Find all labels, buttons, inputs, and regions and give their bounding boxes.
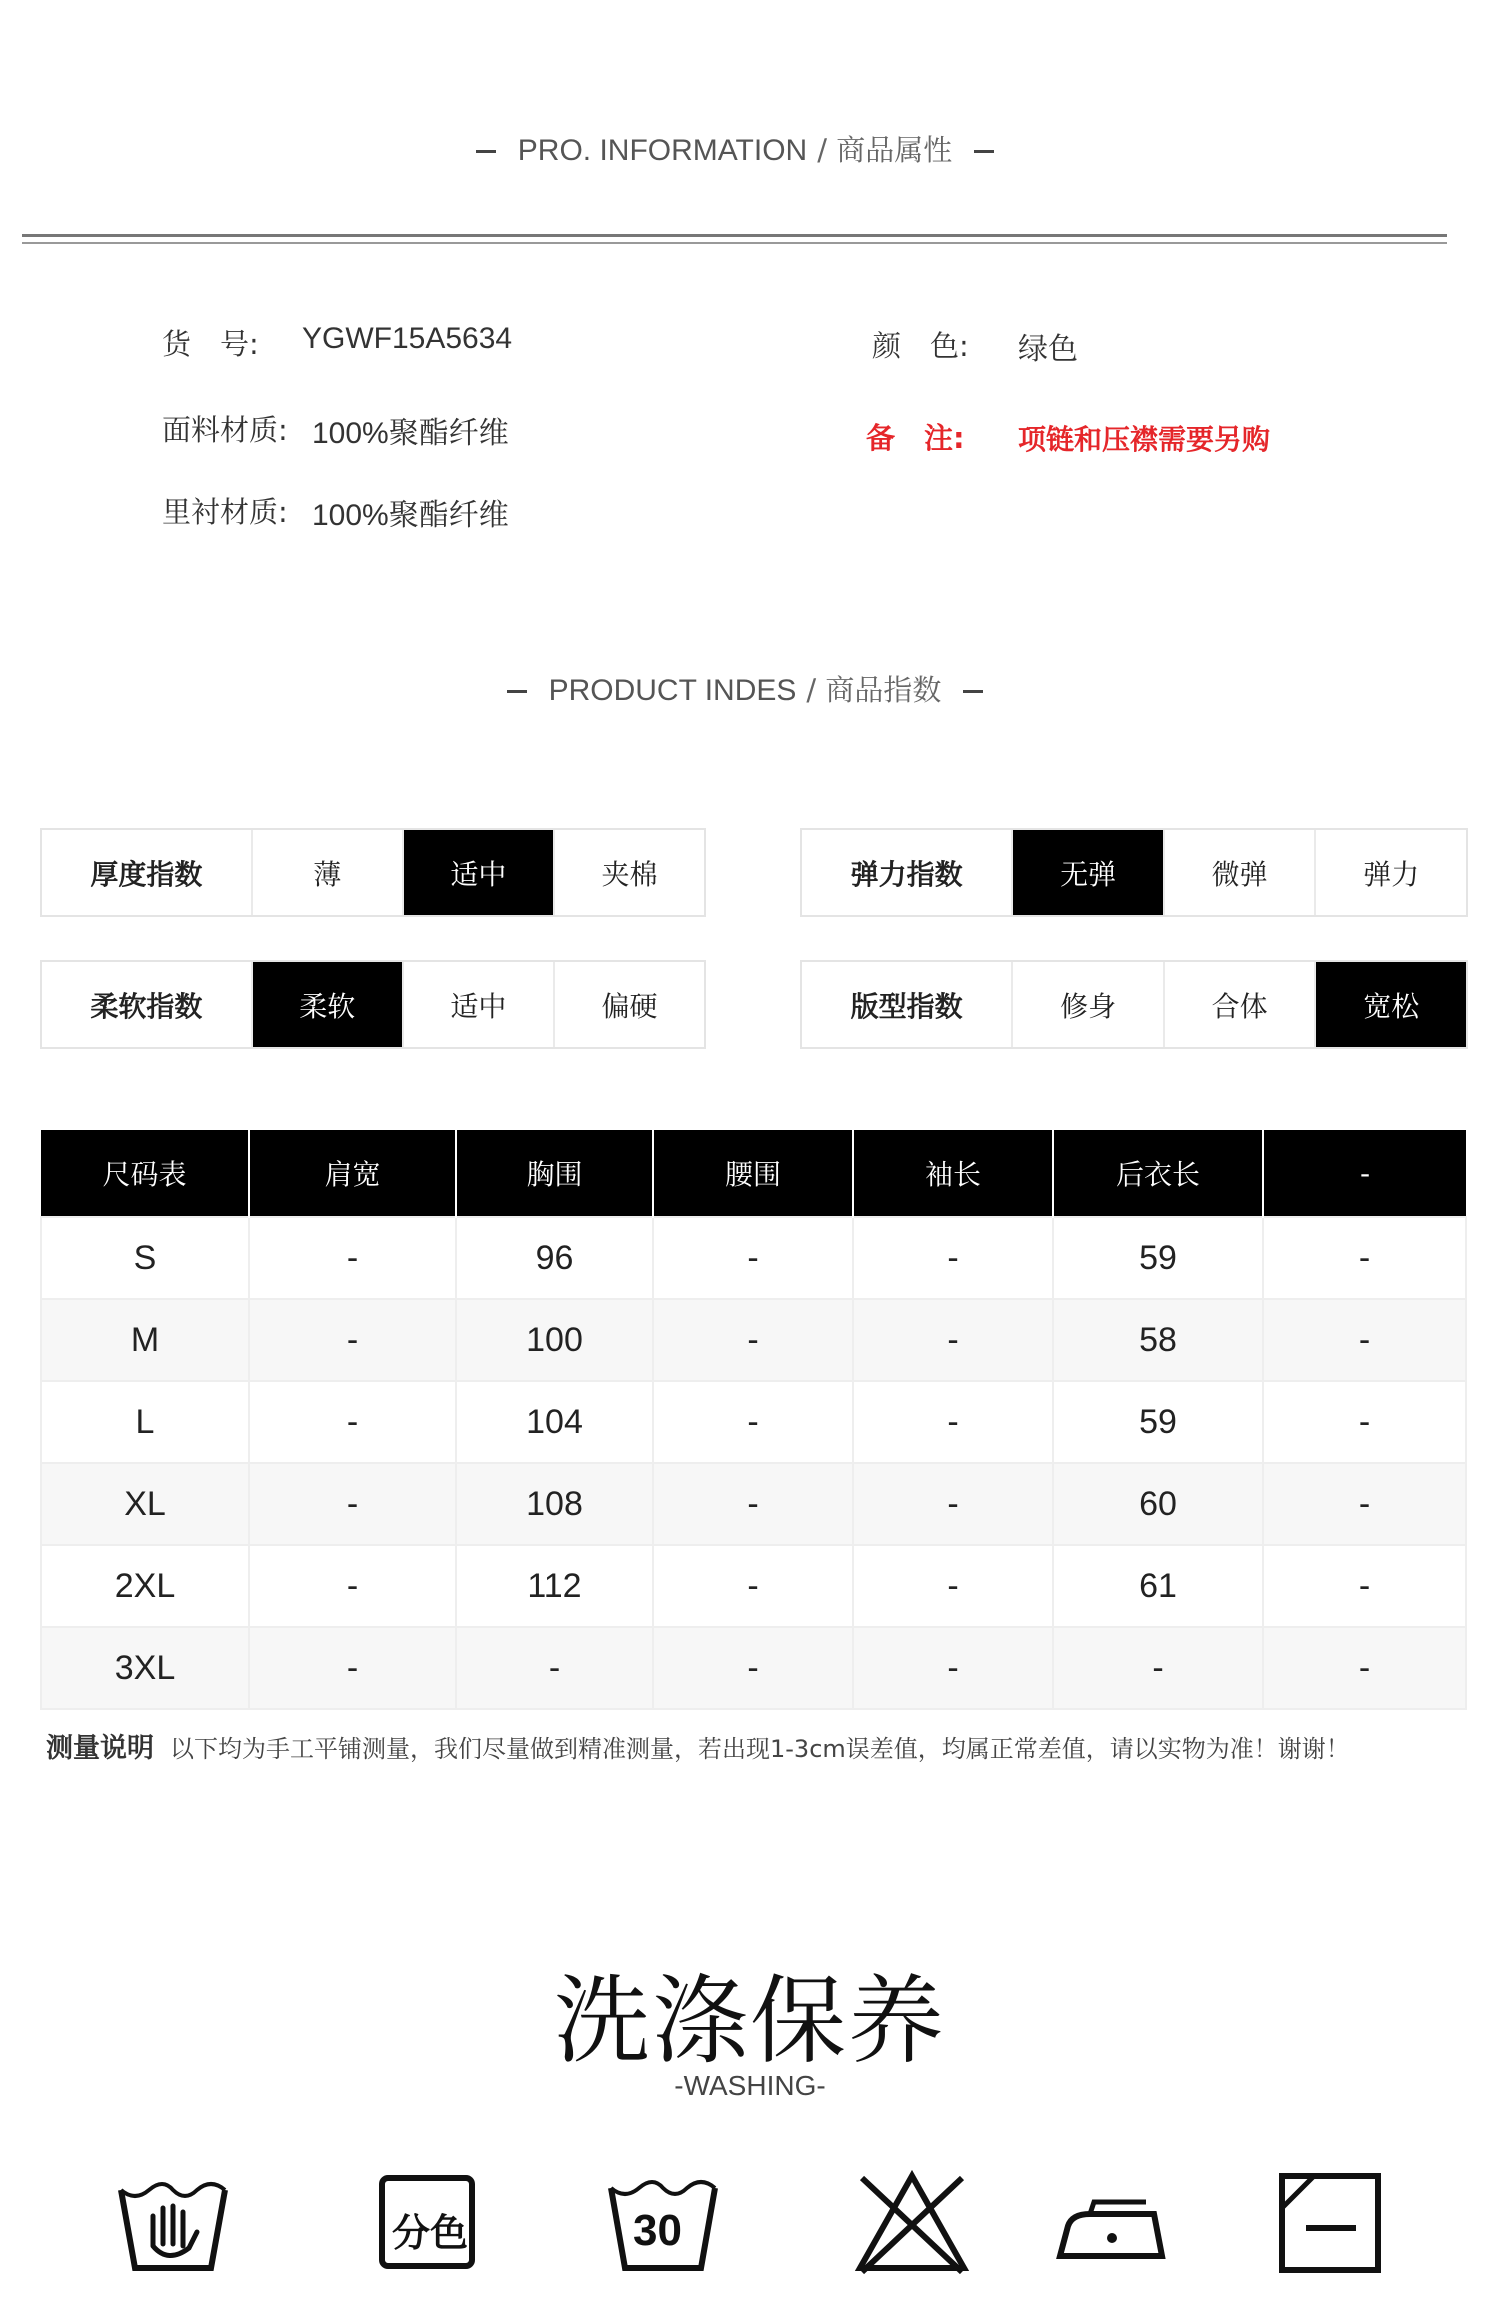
fabric-label: 面料材质: [162, 413, 288, 447]
section-title-en: PRODUCT INDES [548, 674, 797, 707]
table-cell: - [249, 1299, 456, 1381]
table-cell: - [1263, 1299, 1466, 1381]
fit-index [800, 960, 1468, 1049]
table-cell: - [653, 1545, 853, 1627]
washing-subtitle: -WASHING- [674, 2070, 826, 2101]
table-cell: 59 [1053, 1381, 1263, 1463]
table-cell: 59 [1053, 1217, 1263, 1299]
divider [22, 234, 1447, 237]
table-cell: - [653, 1217, 853, 1299]
section-title-cn: / 商品属性 [817, 133, 953, 167]
size-table-header-cell: 袖长 [853, 1130, 1053, 1217]
table-cell: M [41, 1299, 249, 1381]
table-cell: - [853, 1545, 1053, 1627]
size-table-header [41, 1130, 1466, 1217]
hand-wash-icon [113, 2168, 233, 2278]
thickness-index-label: 厚度指数 [42, 830, 253, 915]
table-cell: - [1053, 1627, 1263, 1709]
size-table-header-cell: 腰围 [653, 1130, 853, 1217]
table-cell: XL [41, 1463, 249, 1545]
color-label: 颜 色: [872, 329, 969, 363]
size-table-header-cell: 肩宽 [249, 1130, 456, 1217]
table-cell: - [1263, 1381, 1466, 1463]
note-value: 项链和压襟需要另购 [1018, 424, 1271, 455]
pro-information-title [0, 128, 1470, 169]
low-iron-icon [1050, 2168, 1170, 2278]
table-cell: 2XL [41, 1545, 249, 1627]
table-cell: 108 [456, 1463, 653, 1545]
table-cell: 112 [456, 1545, 653, 1627]
table-cell: - [1263, 1627, 1466, 1709]
softness-index-label: 柔软指数 [42, 962, 253, 1047]
wash-temperature-text: 30 [633, 2206, 682, 2255]
table-cell: - [249, 1463, 456, 1545]
fit-option-regular: 合体 [1165, 962, 1317, 1047]
fabric-value: 100%聚酯纤维 [312, 417, 509, 450]
measure-note-label: 测量说明 [46, 1733, 154, 1764]
table-row [41, 1217, 1466, 1299]
table-row [41, 1299, 1466, 1381]
table-cell: 61 [1053, 1545, 1263, 1627]
table-cell: - [653, 1299, 853, 1381]
table-cell: - [653, 1627, 853, 1709]
table-cell: L [41, 1381, 249, 1463]
table-row [41, 1627, 1466, 1709]
table-cell: - [249, 1217, 456, 1299]
softness-option-medium: 适中 [404, 962, 555, 1047]
table-cell: 58 [1053, 1299, 1263, 1381]
size-table [40, 1130, 1467, 1710]
table-cell: - [853, 1217, 1053, 1299]
size-table-header-cell: 胸围 [456, 1130, 653, 1217]
table-cell: 60 [1053, 1463, 1263, 1545]
fit-index-label: 版型指数 [802, 962, 1013, 1047]
softness-option-hard: 偏硬 [601, 989, 658, 1023]
elasticity-option-slight: 微弹 [1165, 830, 1317, 915]
elasticity-option-stretch: 弹力 [1363, 857, 1420, 891]
table-cell: - [456, 1627, 653, 1709]
separate-color-text: 分色 [392, 2211, 469, 2255]
lining-label: 里衬材质: [162, 495, 288, 529]
softness-index [40, 960, 706, 1049]
size-table-header-cell: 尺码表 [41, 1130, 249, 1217]
table-row [41, 1545, 1466, 1627]
table-cell: - [1263, 1217, 1466, 1299]
size-table-header-cell: - [1263, 1130, 1466, 1217]
no-bleach-icon [852, 2168, 972, 2278]
table-row [41, 1463, 1466, 1545]
table-cell: - [853, 1627, 1053, 1709]
table-cell: - [249, 1381, 456, 1463]
elasticity-index [800, 828, 1468, 917]
thickness-option-medium-selected: 适中 [404, 830, 555, 915]
table-cell: 100 [456, 1299, 653, 1381]
washing-title: 洗涤保养 [554, 1965, 946, 2077]
elasticity-option-none-selected: 无弹 [1013, 830, 1165, 915]
table-cell: - [853, 1299, 1053, 1381]
table-cell: - [249, 1545, 456, 1627]
item-no-value: YGWF15A5634 [302, 322, 513, 355]
table-cell: - [249, 1627, 456, 1709]
table-cell: - [653, 1463, 853, 1545]
size-table-header-cell: 后衣长 [1053, 1130, 1263, 1217]
fit-option-slim: 修身 [1013, 962, 1165, 1047]
fit-option-loose-selected: 宽松 [1316, 962, 1466, 1047]
color-value: 绿色 [1018, 333, 1078, 366]
separate-color-icon [366, 2168, 486, 2278]
thickness-option-padded: 夹棉 [601, 857, 658, 891]
table-cell: 3XL [41, 1627, 249, 1709]
item-no-label: 货 号: [162, 327, 259, 361]
section-title-cn: / 商品指数 [806, 673, 942, 707]
wash-30-icon [603, 2168, 723, 2278]
divider [22, 242, 1447, 244]
lining-value: 100%聚酯纤维 [312, 499, 509, 532]
note-label: 备 注: [866, 421, 965, 455]
table-cell: - [853, 1463, 1053, 1545]
table-cell: 104 [456, 1381, 653, 1463]
table-cell: S [41, 1217, 249, 1299]
table-cell: - [1263, 1545, 1466, 1627]
table-cell: - [1263, 1463, 1466, 1545]
measure-note-text: 以下均为手工平铺测量，我们尽量做到精准测量，若出现1-3cm误差值，均属正常差值，请以实物为准！谢谢！ [170, 1735, 1350, 1763]
table-cell: - [653, 1381, 853, 1463]
table-row [41, 1381, 1466, 1463]
dry-flat-icon [1270, 2168, 1390, 2278]
thickness-option-thin: 薄 [253, 830, 404, 915]
table-cell: 96 [456, 1217, 653, 1299]
section-title-en: PRO. INFORMATION [517, 134, 808, 167]
thickness-index [40, 828, 706, 917]
measure-note [46, 1726, 1350, 1765]
table-cell: - [853, 1381, 1053, 1463]
softness-option-soft-selected: 柔软 [253, 962, 404, 1047]
elasticity-index-label: 弹力指数 [802, 830, 1013, 915]
product-indes-title [0, 668, 1480, 709]
